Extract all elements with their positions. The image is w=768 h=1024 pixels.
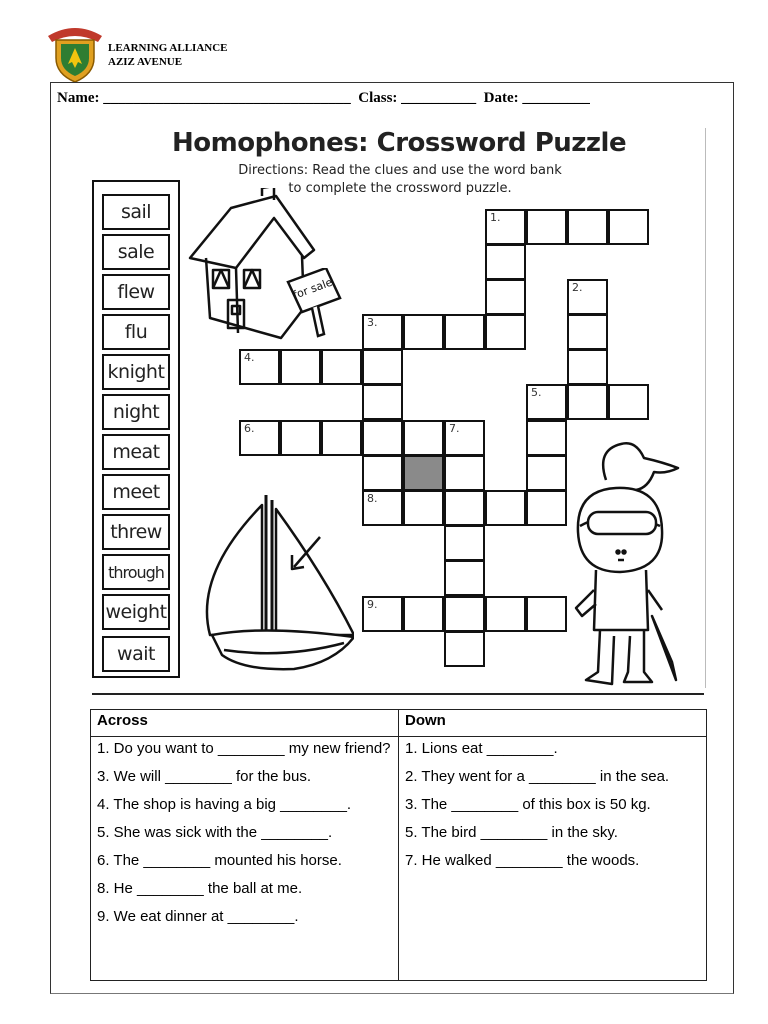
grid-cell[interactable] — [444, 420, 485, 456]
clue-item: 9. We eat dinner at ________. — [97, 908, 299, 925]
grid-cell[interactable] — [280, 420, 321, 456]
grid-cell[interactable] — [526, 209, 567, 245]
grid-cell[interactable] — [485, 596, 526, 632]
word-bank-item: weight — [102, 594, 170, 630]
grid-cell[interactable] — [485, 279, 526, 315]
grid-cell[interactable] — [608, 384, 649, 420]
word-bank-item: wait — [102, 636, 170, 672]
clue-number: 5. — [531, 386, 542, 399]
grid-cell[interactable] — [608, 209, 649, 245]
grid-cell[interactable] — [444, 631, 485, 667]
grid-cell[interactable] — [403, 490, 444, 526]
grid-cell[interactable] — [444, 596, 485, 632]
school-name-line2: AZIZ AVENUE — [108, 56, 183, 68]
clue-number: 6. — [244, 422, 255, 435]
grid-cell-shaded — [403, 455, 444, 491]
directions-line2: to complete the crossword puzzle. — [288, 181, 512, 196]
grid-cell[interactable] — [485, 314, 526, 350]
grid-cell[interactable] — [444, 560, 485, 596]
grid-cell[interactable] — [403, 314, 444, 350]
clue-number: 2. — [572, 281, 583, 294]
clue-number: 8. — [367, 492, 378, 505]
grid-cell[interactable] — [526, 455, 567, 491]
grid-cell[interactable] — [526, 420, 567, 456]
worksheet-title: Homophones: Crossword Puzzle — [172, 128, 627, 158]
word-bank-item: through — [102, 554, 170, 590]
clue-item: 7. He walked ________ the woods. — [405, 852, 640, 869]
grid-cell[interactable] — [362, 490, 403, 526]
grid-cell[interactable] — [321, 349, 362, 385]
clue-number: 4. — [244, 351, 255, 364]
across-header: Across — [91, 710, 399, 737]
knight-illustration — [566, 440, 696, 695]
grid-cell[interactable] — [362, 349, 403, 385]
grid-cell[interactable] — [362, 384, 403, 420]
grid-cell[interactable] — [239, 349, 280, 385]
clue-number: 9. — [367, 598, 378, 611]
grid-cell[interactable] — [526, 384, 567, 420]
grid-cell[interactable] — [362, 596, 403, 632]
grid-cell[interactable] — [362, 314, 403, 350]
clues-table — [90, 709, 707, 981]
divider-vertical — [705, 128, 706, 688]
clue-item: 2. They went for a ________ in the sea. — [405, 768, 670, 785]
word-bank-item: flu — [102, 314, 170, 350]
grid-cell[interactable] — [444, 525, 485, 561]
school-name-line1: LEARNING ALLIANCE — [108, 42, 228, 54]
grid-cell[interactable] — [526, 490, 567, 526]
word-bank-item: meat — [102, 434, 170, 470]
directions-line1: Directions: Read the clues and use the word bank — [238, 163, 562, 178]
school-logo — [44, 22, 106, 84]
school-name — [108, 41, 228, 69]
grid-cell[interactable] — [280, 349, 321, 385]
grid-cell[interactable] — [485, 244, 526, 280]
section-divider — [92, 693, 704, 695]
grid-cell[interactable] — [444, 314, 485, 350]
grid-cell[interactable] — [567, 349, 608, 385]
clue-item: 1. Do you want to ________ my new friend? — [97, 740, 391, 757]
word-bank-item: flew — [102, 274, 170, 310]
word-bank-item: meet — [102, 474, 170, 510]
grid-cell[interactable] — [321, 420, 362, 456]
grid-cell[interactable] — [567, 279, 608, 315]
grid-cell[interactable] — [444, 490, 485, 526]
grid-cell[interactable] — [526, 596, 567, 632]
student-info-line: Name: _________________________________ Class: __________ Date: _________ — [57, 90, 590, 106]
clue-number: 3. — [367, 316, 378, 329]
across-clues — [91, 737, 399, 981]
grid-cell[interactable] — [567, 314, 608, 350]
clue-item: 4. The shop is having a big ________. — [97, 796, 352, 813]
for-sale-sign-text: for sale — [291, 275, 335, 302]
grid-cell[interactable] — [403, 420, 444, 456]
grid-cell[interactable] — [567, 384, 608, 420]
clue-item: 5. She was sick with the ________. — [97, 824, 333, 841]
word-bank-item: night — [102, 394, 170, 430]
grid-cell[interactable] — [485, 490, 526, 526]
grid-cell[interactable] — [403, 596, 444, 632]
word-bank-item: sail — [102, 194, 170, 230]
grid-cell[interactable] — [567, 209, 608, 245]
down-header: Down — [399, 710, 707, 737]
clue-item: 1. Lions eat ________. — [405, 740, 558, 757]
clue-item: 3. We will ________ for the bus. — [97, 768, 312, 785]
clue-item: 8. He ________ the ball at me. — [97, 880, 303, 897]
grid-cell[interactable] — [485, 209, 526, 245]
word-bank-item: threw — [102, 514, 170, 550]
clue-item: 6. The ________ mounted his horse. — [97, 852, 342, 869]
down-clues — [399, 737, 707, 981]
clue-item: 5. The bird ________ in the sky. — [405, 824, 618, 841]
grid-cell[interactable] — [444, 455, 485, 491]
word-bank — [92, 180, 180, 678]
grid-cell[interactable] — [239, 420, 280, 456]
grid-cell[interactable] — [362, 420, 403, 456]
word-bank-item: knight — [102, 354, 170, 390]
word-bank-item: sale — [102, 234, 170, 270]
clue-item: 3. The ________ of this box is 50 kg. — [405, 796, 651, 813]
for-sale-sign — [284, 268, 344, 338]
grid-cell[interactable] — [362, 455, 403, 491]
sailboat-illustration — [204, 495, 354, 680]
clue-number: 1. — [490, 211, 501, 224]
clue-number: 7. — [449, 422, 460, 435]
